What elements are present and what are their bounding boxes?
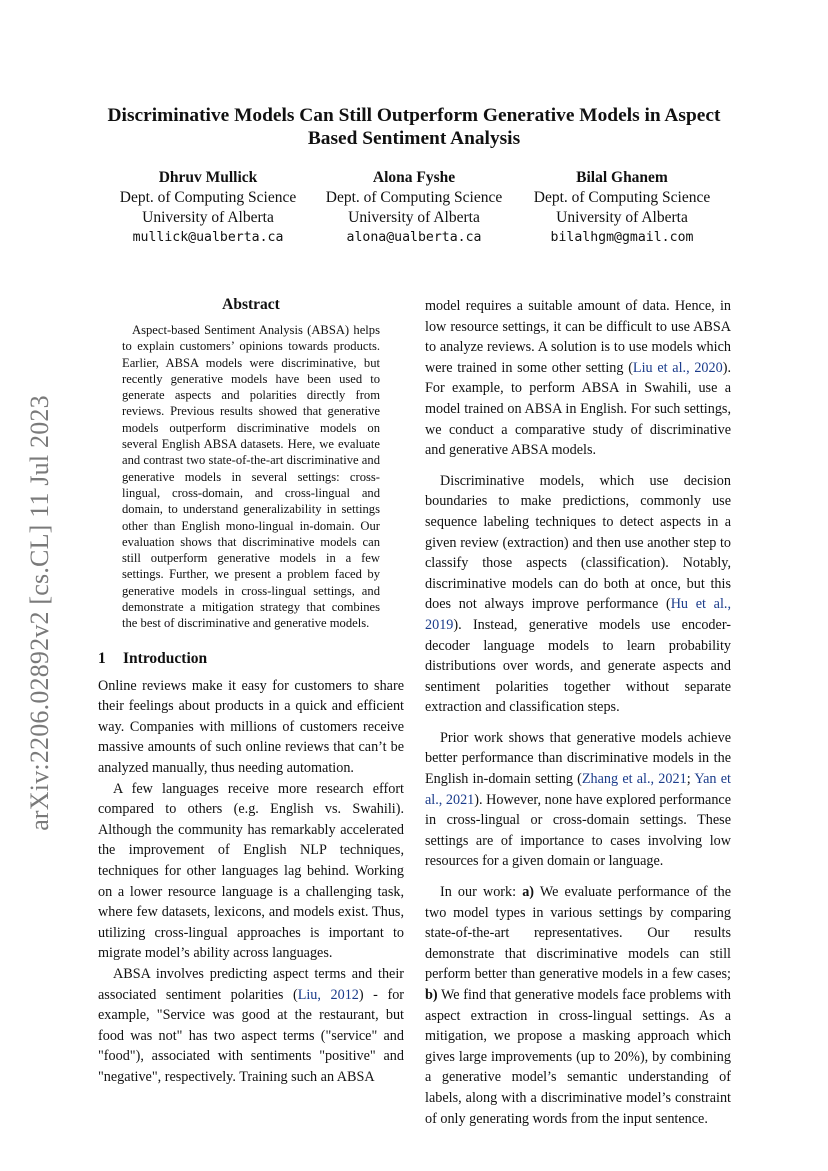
author-email: bilalhgm@gmail.com [550,230,694,245]
paper-title [90,104,738,150]
paragraph [425,296,731,461]
paragraph [425,471,731,718]
paragraph-text: Prior work shows that generative models achieve better performance than discriminative models in the English in-domain setting ( [425,729,731,788]
title-line-1: Discriminative Models Can Still Outperform Generative Models in Aspect [107,105,721,126]
author-2 [314,168,514,248]
author-dept: Dept. of Computing Science [119,189,297,206]
paragraph-text: model requires a suitable amount of data. Hence, in low resource settings, it can be difficult to use ABSA to analyze reviews. A solution is to use models which were trained in some other setting ( [425,298,731,376]
paragraph-text: ABSA involves predicting aspect terms and their associated sentiment polarities ( [98,965,404,1003]
title-line-2: Based Sentiment Analysis [307,128,521,149]
paragraph-text: ; [686,771,695,788]
paragraph-text: We find that generative models face problems with aspect extraction in cross-lingual settings. As a mitigation, we propose a masking approach which gives large improvements (up to 20%), by combining a generative model’s semantic understanding of labels, along with a discriminative model’s constraint of only generating words from the input sentence. [425,987,731,1127]
right-column [425,296,731,1129]
intro-body-right [425,296,731,1129]
paragraph-text: ) - for example, "Service was good at the restaurant, but food was not" has two aspect terms ("service" and "food"), associated with sentiments "positive" and "negative", respectively. Training such an ABSA [98,986,405,1085]
author-univ: University of Alberta [348,209,480,226]
author-1 [108,168,308,248]
author-dept: Dept. of Computing Science [533,189,711,206]
section-heading-introduction [98,650,404,668]
paragraph-text: In our work: [440,884,523,901]
paragraph [98,964,404,1088]
paragraph-text: ). However, none have explored performance in cross-lingual or cross-domain settings. These settings are of importance to cases involving low resources for a given domain or language. [425,791,732,870]
author-email: mullick@ualberta.ca [132,230,284,245]
section-title: Introduction [123,649,208,667]
paragraph-text: Discriminative models, which use decision boundaries to make predictions, commonly use sequence labeling techniques to detect aspects in a given review (extraction) and then use another step to classify those aspects (classification). Notably, discriminative models can do both at once, but this does not always improve performance ( [425,472,731,613]
citation-link[interactable]: Liu et al., 2020 [632,359,723,376]
abstract-text: Aspect-based Sentiment Analysis (ABSA) helps to explain customers’ opinions towards products. Earlier, ABSA models were discriminative, but recently generative models have been used to generate aspects and polarities directly from reviews. Previous results showed that generative models outperform discriminative models on several English ABSA datasets. Here, we evaluate and contrast two state-of-the-art discriminative and generative models in several settings: cross-lingual, cross-domain, and cross-lingual and domain, to understand generalizability in settings other than English mono-lingual in-domain. Our evaluation shows that discriminative models can still outperform generative models in a few settings. Further, we present a problem faced by generative models in cross-lingual settings, and demonstrate a mitigation strategy that combines the best of discriminative and generative models. [122,323,380,631]
paragraph: Online reviews make it easy for customers to share their feelings about products in a quick and efficient way. Companies with millions of customers receive massive amounts of such online reviews that can’t be analyzed manually, thus needing automation. [98,677,404,777]
author-3 [522,168,722,248]
author-univ: University of Alberta [142,209,274,226]
list-marker: b) [425,987,438,1003]
intro-body-left [98,676,404,1088]
author-dept: Dept. of Computing Science [325,189,503,206]
paragraph [425,728,731,872]
arxiv-sidebar [20,375,60,850]
citation-link[interactable]: Zhang et al., 2021 [581,771,687,788]
author-email: alona@ualberta.ca [346,230,482,245]
list-marker: a) [522,884,535,901]
abstract-heading: Abstract [222,296,280,313]
left-column [98,296,404,1088]
author-name: Dhruv Mullick [158,169,258,186]
abstract [122,322,380,632]
section-number: 1 [98,649,106,667]
arxiv-id: arXiv:2206.02892v2 [cs.CL] 11 Jul 2023 [25,394,54,831]
author-univ: University of Alberta [556,209,688,226]
citation-link[interactable]: Yan et al., 2021 [425,771,731,808]
paragraph-text: ). Instead, generative models use encoder-decoder language models to learn probability distributions over words, and generate aspects and sentiment polarities together without separate extraction and classification steps. [425,616,731,716]
citation-link[interactable]: Hu et al., 2019 [425,596,731,633]
paragraph-text: ). For example, to perform ABSA in Swahili, use a model trained on ABSA in English. For such settings, we conduct a comparative study of discriminative and generative ABSA models. [425,359,731,459]
paragraph: A few languages receive more research effort compared to others (e.g. English vs. Swahili). Although the community has remarkably accelerated the improvement of English NLP techniques, techniques for other languages lag behind. Working on a lower resource language is a challenging task, where few datasets, lexicons, and models exist. Thus, utilizing cross-lingual approaches is important to migrate model’s ability across languages. [98,780,404,962]
citation-link[interactable]: Liu, 2012 [297,986,359,1003]
paragraph [425,882,731,1129]
author-name: Alona Fyshe [372,169,456,186]
author-name: Bilal Ghanem [576,169,668,186]
paragraph-text: We evaluate performance of the two model types in various settings by comparing state-of-the-art representatives. Our results demonstrate that discriminative models can still perform better than generative models in a few cases; [425,884,731,983]
